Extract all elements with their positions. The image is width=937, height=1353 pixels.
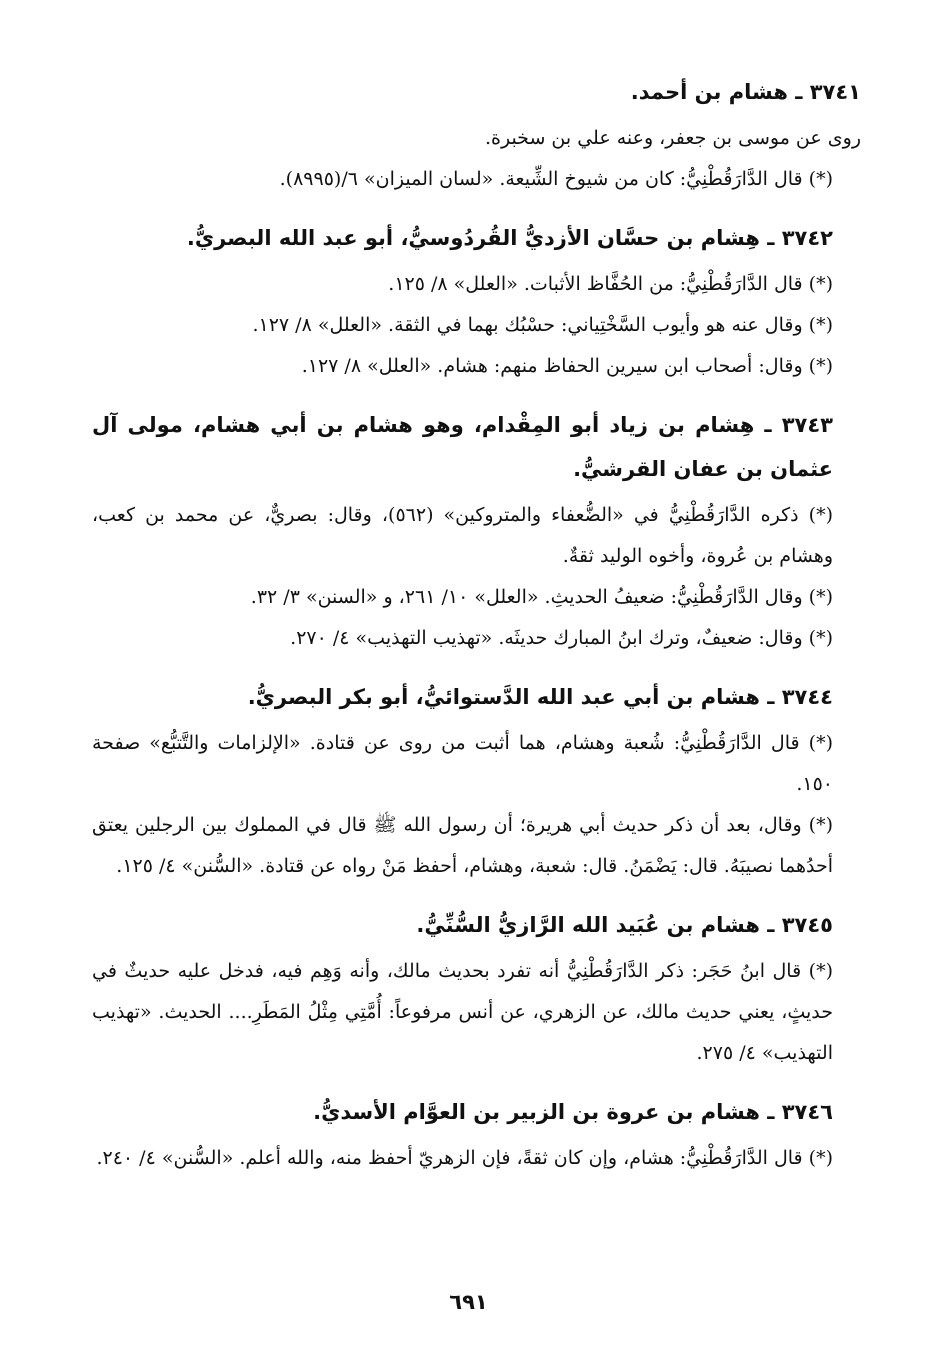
entry-paragraph: (*) وقال: أصحاب ابن سيرين الحفاظ منهم: هشام. «العلل» ٨/ ١٢٧. — [301, 355, 833, 377]
entry-3742 — [92, 216, 861, 387]
entry-paragraph: (*) قال ابنُ حَجَر: ذكر الدَّارَقُطْنِيُّ أنه تفرد بحديث مالك، وأنه وَهِم فيه، فدخل عليه حديثٌ في حديثٍ، يعني حديث مالك، عن الزهري، عن أنس مرفوعاً: أُمَّتِي مِثْلُ المَطَرِ.... الحديث. «تهذيب التهذيب» ٤/ ٢٧٥. — [92, 960, 833, 1064]
entry-heading: ٣٧٤١ ـ هشام بن أحمد. — [630, 80, 861, 104]
entry-paragraph: (*) وقال عنه هو وأيوب السَّخْتِياني: حسْبُك بهما في الثقة. «العلل» ٨/ ١٢٧. — [252, 314, 833, 336]
entry-paragraph: (*) قال الدَّارَقُطْنِيُّ: كان من شيوخ الشِّيعة. «لسان الميزان» ٦/(٨٩٩٥). — [279, 168, 833, 190]
entry-heading: ٣٧٤٦ ـ هشام بن عروة بن الزبير بن العوَّام الأسديُّ. — [313, 1100, 833, 1124]
entry-paragraph: (*) وقال الدَّارَقُطْنِيُّ: ضعيفُ الحديثِ. «العلل» ١٠/ ٢٦١، و «السنن» ٣/ ٣٢. — [250, 586, 833, 608]
entry-heading: ٣٧٤٥ ـ هشام بن عُبَيد الله الرَّازيُّ السُّنِّيُّ. — [416, 913, 833, 937]
entry-heading: ٣٧٤٤ ـ هشام بن أبي عبد الله الدَّستوائيُّ، أبو بكر البصريُّ. — [247, 685, 833, 709]
entry-heading: ٣٧٤٢ ـ هِشام بن حسَّان الأزديُّ القُردُوسيُّ، أبو عبد الله البصريُّ. — [186, 226, 833, 250]
entry-3745 — [92, 903, 861, 1074]
entry-3741 — [92, 70, 861, 200]
entry-paragraph: (*) وقال: ضعيفٌ، وترك ابنُ المبارك حديثَه. «تهذيب التهذيب» ٤/ ٢٧٠. — [290, 627, 833, 649]
entry-heading: ٣٧٤٣ ـ هِشام بن زياد أبو المِقْدام، وهو هشام بن أبي هشام، مولى آل عثمان بن عفان القرشيُّ. — [92, 413, 833, 481]
entry-paragraph: (*) وقال، بعد أن ذكر حديث أبي هريرة؛ أن رسول الله ﷺ قال في المملوك بين الرجلين يعتق أحدُهما نصيبَهُ. قال: يَضْمَنُ. قال: شعبة، وهشام، أحفظ مَنْ رواه عن قتادة. «السُّنن» ٤/ ١٢٥. — [92, 814, 833, 877]
page-number: ٦٩١ — [449, 1290, 488, 1314]
entry-paragraph: روى عن موسى بن جعفر، وعنه علي بن سخبرة. — [484, 127, 861, 149]
entry-paragraph: (*) ذكره الدَّارَقُطْنِيُّ في «الضُّعفاء والمتروكين» (٥٦٢)، وقال: بصريٌّ، عن محمد بن كعب، وهشام بن عُروة، وأخوه الوليد ثقةٌ. — [92, 504, 833, 567]
entry-3746 — [92, 1090, 861, 1179]
entry-3743 — [92, 403, 861, 659]
entry-paragraph: (*) قال الدَّارَقُطْنِيُّ: هشام، وإن كان ثقةً، فإن الزهريّ أحفظ منه، والله أعلم. «السُّنن» ٤/ ٢٤٠. — [96, 1147, 833, 1169]
entry-3744 — [92, 675, 861, 887]
entry-paragraph: (*) قال الدَّارَقُطْنِيُّ: من الحُفَّاظ الأثبات. «العلل» ٨/ ١٢٥. — [388, 273, 833, 295]
entry-paragraph: (*) قال الدَّارَقُطْنِيُّ: شُعبة وهشام، هما أثبت من روى عن قتادة. «الإلزامات والتَّتبُّع» صفحة ١٥٠. — [92, 732, 833, 795]
